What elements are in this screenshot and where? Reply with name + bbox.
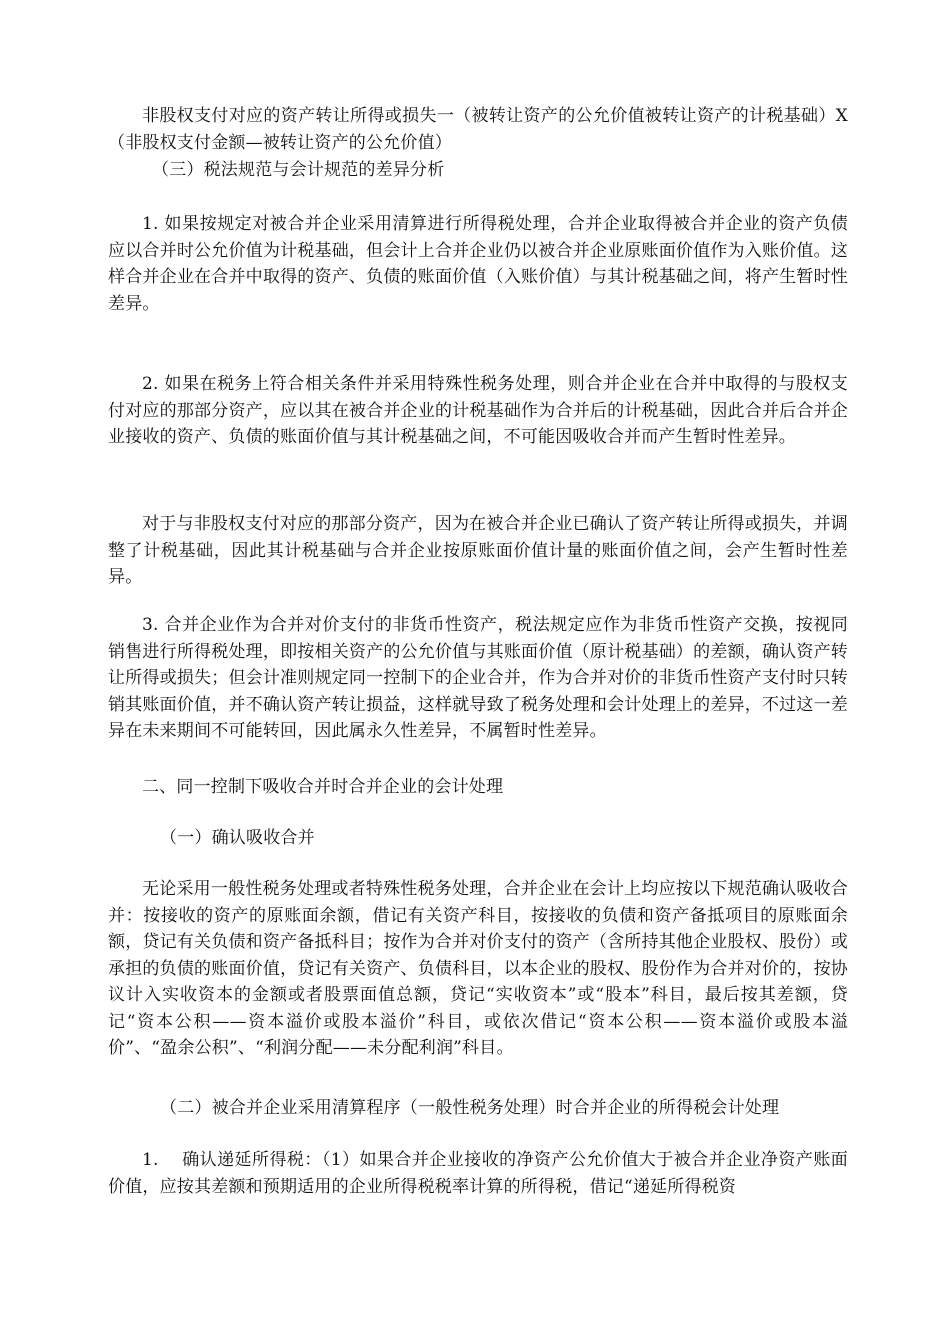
paragraph-merger-recognition: 无论采用一般性税务处理或者特殊性税务处理，合并企业在会计上均应按以下规范确认吸收合并：按接收的资产的原账面余额，借记有关资产科目，按接收的负债和资产备抵项目的原账面余额，贷记有关负债和资产备抵科目；按作为合并对价支付的资产（含所持其他企业股权、股份）或承担的负债的账面价值，贷记有关资产、负债科目，以本企业的股权、股份作为合并对价的，按协议计入实收资本的金额或者股票面值总额，贷记“实收资本”或“股本”科目，最后按其差额，贷记“资本公积——资本溢价或股本溢价”科目，或依次借记“资本公积——资本溢价或股本溢价”、“盈余公积”、“利润分配——未分配利润”科目。 [108,879,848,1058]
paragraph-difference-point-2: 2. 如果在税务上符合相关条件并采用特殊性税务处理，则合并企业在合并中取得的与股权支付对应的那部分资产，应以其在被合并企业的计税基础作为合并后的计税基础，因此合并后合并企业接收的资产、负债的账面价值与其计税基础之间，不可能因吸收合并而产生暂时性差异。 [108,374,848,447]
subheading-confirm-absorption-merger: （一）确认吸收合并 [160,828,315,848]
heading-tax-accounting-difference: （三）税法规范与会计规范的差异分析 [152,160,445,180]
subheading-income-tax-accounting: （二）被合并企业采用清算程序（一般性税务处理）时合并企业的所得税会计处理 [160,1098,780,1118]
paragraph-deferred-income-tax: 1. 确认递延所得税：（1）如果合并企业接收的净资产公允价值大于被合并企业净资产账面价值，应按其差额和预期适用的企业所得税税率计算的所得税，借记“递延所得税资 [108,1150,848,1197]
paragraph-difference-point-1: 1. 如果按规定对被合并企业采用清算进行所得税处理，合并企业取得被合并企业的资产负债应以合并时公允价值为计税基础，但会计上合并企业仍以被合并企业原账面价值作为入账价值。这样合并企业在合并中取得的资产、负债的账面价值（入账价值）与其计税基础之间，将产生暂时性差异。 [108,214,848,314]
paragraph-non-equity-assets: 对于与非股权支付对应的那部分资产，因为在被合并企业已确认了资产转让所得或损失，并调整了计税基础，因此其计税基础与合并企业按原账面价值计量的账面价值之间，会产生暂时性差异。 [108,514,848,587]
paragraph-non-equity-formula: 非股权支付对应的资产转让所得或损失一（被转让资产的公允价值被转让资产的计税基础）X（非股权支付金额—被转让资产的公允价值） [108,106,848,153]
paragraph-difference-point-3: 3. 合并企业作为合并对价支付的非货币性资产，税法规定应作为非货币性资产交换，按视同销售进行所得税处理，即按相关资产的公允价值与其账面价值（原计税基础）的差额，确认资产转让所得或损失；但会计准则规定同一控制下的企业合并，作为合并对价的非货币性资产支付时只转销其账面价值，并不确认资产转让损益，这样就导致了税务处理和会计处理上的差异，不过这一差异在未来期间不可能转回，因此属永久性差异，不属暂时性差异。 [108,615,848,741]
section-heading-accounting-treatment: 二、同一控制下吸收合并时合并企业的会计处理 [142,777,504,797]
